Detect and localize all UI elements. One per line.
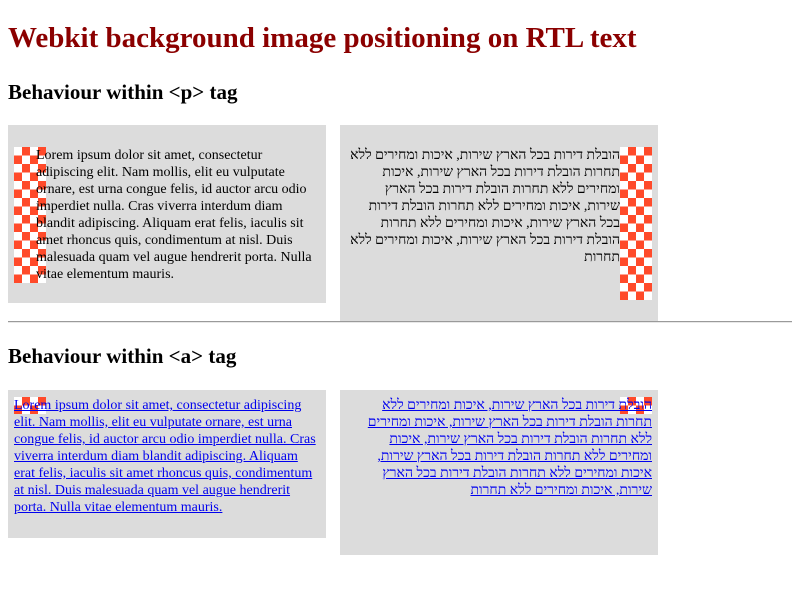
lorem-link-ltr[interactable]: Lorem ipsum dolor sit amet, consectetur adipiscing elit. Nam mollis, elit eu vulputate ornare, est urna congue felis, id auctor arcu odio imperdiet nulla. Cras viverra interdum diam blandit adipiscing. Aliquam erat felis, iaculis sit amet rhoncus quis, condimentum at nisl. Duis malesuada quam vel augue hendrerit porta. Nulla vitae elementum mauris. — [14, 398, 316, 515]
p-ltr-demo-box — [8, 125, 326, 303]
section-heading-p-tag: Behaviour within <p> tag — [8, 80, 238, 104]
section-heading-a-tag: Behaviour within <a> tag — [8, 344, 237, 368]
lorem-paragraph-ltr: Lorem ipsum dolor sit amet, consectetur adipiscing elit. Nam mollis, elit eu vulputate ornare, est urna congue felis, id auctor arcu odio imperdiet nulla. Cras viverra interdum diam blandit adipiscing. Aliquam erat felis, iaculis sit amet rhoncus quis, condimentum at nisl. Duis malesuada quam vel augue hendrerit porta. Nulla vitae elementum mauris. — [36, 148, 312, 282]
a-ltr-demo-box — [8, 390, 326, 538]
checker-background-image — [620, 147, 652, 300]
hebrew-link-rtl[interactable]: הובלת דירות בכל הארץ שירות, איכות ומחירים ללא תחרות הובלת דירות בכל הארץ שירות, איכות ומחירים ללא תחרות הובלת דירות בכל הארץ שירות, איכות ומחירים ללא תחרות הובלת דירות בכל הארץ שירות, איכות ומחירים ללא תחרות הובלת דירות בכל הארץ שירות, איכות ומחירים ללא תחרות — [367, 398, 652, 498]
hebrew-paragraph-rtl: הובלת דירות בכל הארץ שירות, איכות ומחירים ללא תחרות הובלת דירות בכל הארץ שירות, איכות ומחירים ללא תחרות הובלת דירות בכל הארץ שירות, איכות ומחירים ללא תחרות הובלת דירות בכל הארץ שירות, איכות ומחירים ללא תחרות הובלת דירות בכל הארץ שירות, איכות ומחירים ללא תחרות — [350, 148, 620, 265]
page-title: Webkit background image positioning on RTL text — [8, 22, 637, 54]
link-wrapper-rtl — [344, 397, 652, 499]
p-rtl-demo-box — [340, 125, 658, 322]
a-rtl-demo-box — [340, 390, 658, 555]
link-wrapper-ltr — [14, 397, 322, 516]
horizontal-divider — [8, 321, 792, 323]
